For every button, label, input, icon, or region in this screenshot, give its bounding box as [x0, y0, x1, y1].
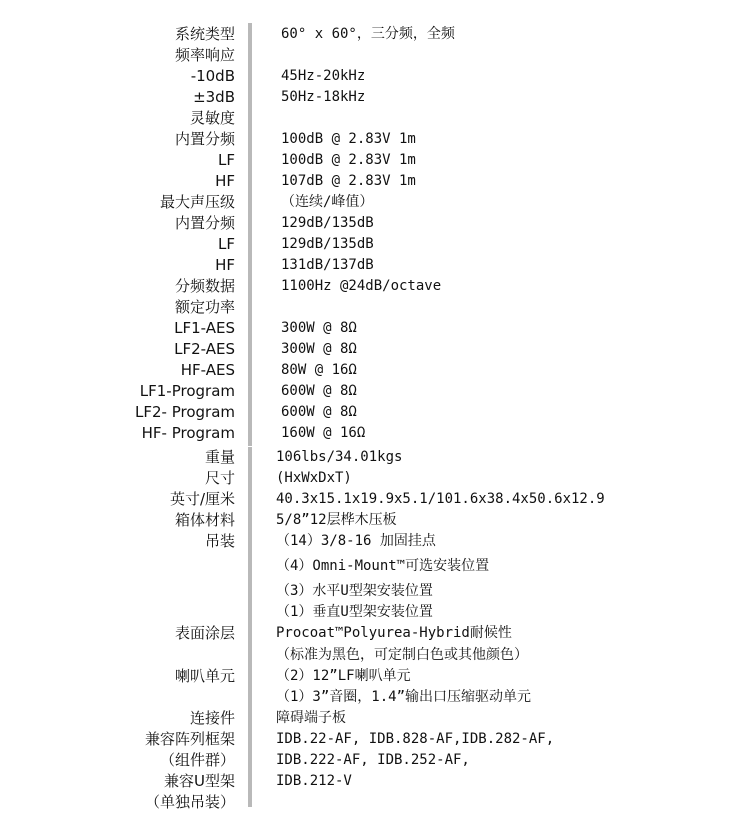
spec-row: [0, 255, 750, 276]
spec-row: [0, 708, 750, 729]
spec-row: [0, 602, 750, 623]
spec-value: 106lbs/34.01kgs: [276, 449, 403, 465]
spec-label: 尺寸: [204, 469, 235, 487]
spec-row: [0, 666, 750, 687]
spec-label: 额定功率: [174, 298, 235, 316]
spec-value: 300W @ 8Ω: [281, 320, 357, 336]
spec-value: （标准为黑色，可定制白色或其他颜色）: [276, 647, 528, 663]
spec-value: 100dB @ 2.83V 1m: [281, 131, 416, 147]
spec-value: 160W @ 16Ω: [281, 425, 366, 441]
spec-value: IDB.212-V: [276, 773, 352, 789]
spec-label: 喇叭单元: [174, 667, 235, 685]
spec-value: 300W @ 8Ω: [281, 341, 357, 357]
spec-value: IDB.222-AF, IDB.252-AF,: [276, 752, 470, 768]
spec-value: 障碍端子板: [276, 710, 346, 726]
spec-row: [0, 339, 750, 360]
spec-value: （14）3/8-16 加固挂点: [276, 533, 436, 549]
spec-row: [0, 792, 750, 813]
spec-value: （1）垂直U型架安装位置: [276, 604, 433, 620]
spec-row: [0, 150, 750, 171]
spec-label: 频率响应: [174, 46, 235, 64]
spec-label: 吊装: [204, 532, 235, 550]
spec-value: 1100Hz @24dB/octave: [281, 278, 442, 294]
spec-row: [0, 489, 750, 510]
spec-label: 最大声压级: [159, 193, 235, 211]
spec-label: LF2-AES: [174, 340, 235, 358]
spec-row: [0, 192, 750, 213]
spec-value: 40.3x15.1x19.9x5.1/101.6x38.4x50.6x12.9: [276, 491, 605, 507]
spec-row: [0, 581, 750, 602]
spec-row: [0, 297, 750, 318]
spec-value: （2）12”LF喇叭单元: [276, 668, 411, 684]
spec-label: 兼容U型架: [164, 772, 235, 790]
spec-row: [0, 729, 750, 750]
spec-label: LF: [218, 151, 235, 169]
spec-label: LF1-AES: [174, 319, 235, 337]
spec-value: 131dB/137dB: [281, 257, 374, 273]
spec-value: （3）水平U型架安装位置: [276, 583, 433, 599]
spec-row: [0, 360, 750, 381]
spec-label: LF1-Program: [139, 382, 235, 400]
spec-value: （连续/峰值）: [281, 194, 374, 210]
spec-label: 内置分频: [174, 130, 235, 148]
spec-row: [0, 45, 750, 66]
spec-row: [0, 129, 750, 150]
spec-row: [0, 645, 750, 666]
spec-row: [0, 423, 750, 444]
spec-row: [0, 171, 750, 192]
spec-label: 灵敏度: [189, 109, 235, 127]
spec-row: [0, 687, 750, 708]
spec-label: 分频数据: [174, 277, 235, 295]
spec-row: [0, 468, 750, 489]
spec-label: （单独吊装）: [144, 793, 235, 811]
spec-row: [0, 531, 750, 552]
spec-value: 600W @ 8Ω: [281, 404, 357, 420]
spec-row: [0, 66, 750, 87]
spec-row: [0, 213, 750, 234]
spec-label: 箱体材料: [174, 511, 235, 529]
spec-value: 129dB/135dB: [281, 215, 374, 231]
spec-label: 重量: [204, 448, 235, 466]
spec-row: [0, 402, 750, 423]
spec-value: （1）3”音圈，1.4”输出口压缩驱动单元: [276, 689, 532, 705]
spec-row: [0, 276, 750, 297]
spec-label: LF: [218, 235, 235, 253]
spec-row: [0, 510, 750, 531]
spec-label: ±3dB: [193, 88, 235, 106]
spec-label: HF: [215, 172, 235, 190]
spec-value: 600W @ 8Ω: [281, 383, 357, 399]
spec-label: 兼容阵列框架: [144, 730, 235, 748]
spec-row: [0, 24, 750, 45]
spec-row: [0, 447, 750, 468]
spec-value: 100dB @ 2.83V 1m: [281, 152, 416, 168]
spec-row: [0, 381, 750, 402]
spec-row: [0, 750, 750, 771]
spec-row: [0, 556, 750, 577]
spec-label: （组件群）: [159, 751, 235, 769]
spec-label: 连接件: [189, 709, 235, 727]
spec-value: 60° x 60°，三分频，全频: [281, 26, 455, 42]
spec-value: 45Hz-20kHz: [281, 68, 366, 84]
spec-row: [0, 623, 750, 644]
spec-value: （4）Omni-Mount™可选安装位置: [276, 558, 490, 574]
spec-row: [0, 771, 750, 792]
spec-label: -10dB: [190, 67, 235, 85]
spec-value: (HxWxDxT): [276, 470, 352, 486]
spec-value: 129dB/135dB: [281, 236, 374, 252]
spec-value: IDB.22-AF, IDB.828-AF,IDB.282-AF,: [276, 731, 555, 747]
spec-value: 80W @ 16Ω: [281, 362, 357, 378]
spec-value: Procoat™Polyurea-Hybrid耐候性: [276, 625, 512, 641]
spec-row: [0, 318, 750, 339]
spec-label: HF-AES: [180, 361, 235, 379]
spec-label: HF: [215, 256, 235, 274]
spec-label: 英寸/厘米: [169, 490, 235, 508]
spec-label: 表面涂层: [174, 624, 235, 642]
spec-value: 107dB @ 2.83V 1m: [281, 173, 416, 189]
spec-label: HF- Program: [141, 424, 235, 442]
spec-value: 50Hz-18kHz: [281, 89, 366, 105]
spec-label: LF2- Program: [135, 403, 235, 421]
spec-label: 内置分频: [174, 214, 235, 232]
spec-row: [0, 87, 750, 108]
spec-row: [0, 234, 750, 255]
spec-value: 5/8”12层桦木压板: [276, 512, 397, 528]
spec-row: [0, 108, 750, 129]
spec-label: 系统类型: [174, 25, 235, 43]
